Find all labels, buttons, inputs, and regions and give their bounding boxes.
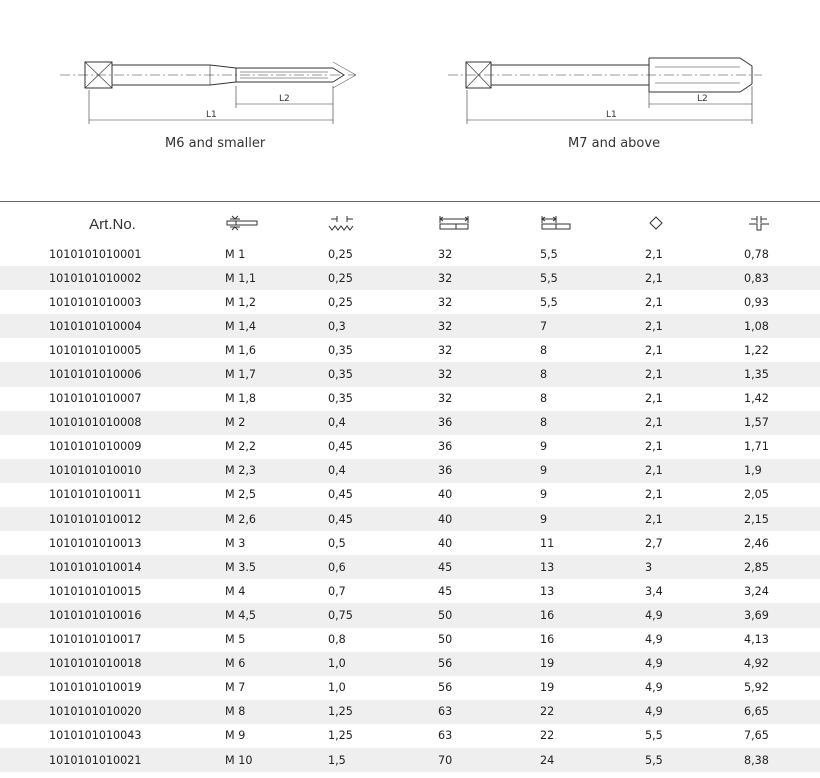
thread-length-cell: 9 (540, 459, 645, 483)
shank-cell: 5,92 (744, 681, 769, 695)
spec-table-body (0, 242, 820, 772)
total-length-cell: 45 (438, 555, 540, 579)
shank-cell: 0,93 (744, 295, 769, 309)
small-l1-label: L1 (206, 110, 217, 120)
square-cell: 2,1 (645, 314, 744, 338)
header-art-no: Art.No. (89, 215, 136, 233)
shank-cell: 1,9 (744, 459, 820, 483)
pitch-cell: 0,35 (328, 343, 353, 357)
shank-cell: 1,71 (744, 440, 769, 454)
pitch-cell: 0,3 (328, 314, 438, 338)
total-length-cell: 36 (438, 459, 540, 483)
total-length-cell: 32 (438, 362, 540, 386)
art-no-cell: 1010101010014 (0, 555, 225, 579)
total-length-cell: 32 (438, 247, 453, 261)
square-cell: 2,1 (645, 411, 744, 435)
total-length-cell: 56 (438, 681, 453, 695)
thread-length-cell: 13 (540, 584, 555, 598)
thread-size-cell: M 8 (225, 700, 328, 724)
shank-cell: 1,22 (744, 343, 769, 357)
square-cell: 2,1 (645, 507, 744, 531)
art-no-cell: 1010101010008 (0, 411, 225, 435)
thread-size-cell: M 7 (225, 681, 246, 695)
thread-length-cell: 8 (540, 362, 645, 386)
art-no-cell: 1010101010017 (49, 633, 142, 647)
shank-cell: 1,35 (744, 362, 820, 386)
thread-size-cell: M 2,5 (225, 488, 257, 502)
pitch-cell: 0,25 (328, 266, 438, 290)
pitch-cell: 0,8 (328, 633, 346, 647)
shank-cell: 1,57 (744, 411, 820, 435)
pitch-cell: 0,35 (328, 362, 438, 386)
total-length-cell: 32 (438, 314, 540, 338)
thread-size-icon (226, 214, 260, 232)
total-length-cell: 56 (438, 652, 540, 676)
table-row (0, 652, 820, 676)
large-l1-label: L1 (606, 110, 617, 120)
table-top-rule (0, 201, 820, 202)
art-no-cell: 1010101010003 (49, 295, 142, 309)
header-thread-pitch (328, 206, 438, 242)
shank-cell: 0,78 (744, 247, 769, 261)
total-length-cell: 50 (438, 633, 453, 647)
thread-size-cell: M 1,4 (225, 314, 328, 338)
square-cell: 4,9 (645, 603, 744, 627)
art-no-cell: 1010101010016 (0, 603, 225, 627)
tap-drawing-large (448, 58, 762, 124)
table-row (0, 628, 820, 652)
pitch-cell: 0,45 (328, 488, 353, 502)
pitch-cell: 0,25 (328, 247, 353, 261)
total-length-cell: 63 (438, 700, 540, 724)
art-no-cell: 1010101010018 (0, 652, 225, 676)
total-length-cell: 32 (438, 392, 453, 406)
square-drive-icon (648, 215, 664, 231)
thread-length-cell: 5,5 (540, 247, 558, 261)
pitch-cell: 1,0 (328, 681, 346, 695)
table-row (0, 603, 820, 627)
thread-size-cell: M 3.5 (225, 555, 328, 579)
shank-cell: 2,05 (744, 488, 769, 502)
thread-length-cell: 19 (540, 681, 555, 695)
thread-length-cell: 7 (540, 314, 645, 338)
square-cell: 2,1 (645, 266, 744, 290)
pitch-cell: 0,45 (328, 507, 438, 531)
square-cell: 4,9 (645, 652, 744, 676)
shank-cell: 2,46 (744, 536, 769, 550)
art-no-cell: 1010101010043 (49, 729, 142, 743)
shank-cell: 4,13 (744, 633, 769, 647)
table-row (0, 579, 820, 603)
art-no-cell: 1010101010019 (49, 681, 142, 695)
header-total-length (438, 206, 540, 242)
art-no-cell: 1010101010005 (49, 343, 142, 357)
square-cell: 4,9 (645, 700, 744, 724)
pitch-cell: 0,7 (328, 584, 346, 598)
total-length-cell: 32 (438, 343, 453, 357)
table-row (0, 555, 820, 579)
thread-size-cell: M 1,1 (225, 266, 328, 290)
table-row (0, 290, 820, 314)
thread-length-cell: 8 (540, 411, 645, 435)
art-no-cell: 1010101010007 (49, 392, 142, 406)
thread-length-cell: 8 (540, 343, 548, 357)
table-header-row (0, 206, 820, 242)
large-l2-label: L2 (697, 94, 708, 104)
thread-size-cell: M 2 (225, 411, 328, 435)
thread-length-cell: 24 (540, 748, 645, 772)
thread-length-cell: 16 (540, 603, 645, 627)
thread-length-cell: 11 (540, 536, 555, 550)
small-l2-label: L2 (279, 94, 290, 104)
pitch-cell: 0,4 (328, 459, 438, 483)
thread-length-cell: 5,5 (540, 295, 558, 309)
pitch-cell: 0,45 (328, 440, 353, 454)
thread-length-cell: 13 (540, 555, 645, 579)
table-row (0, 483, 820, 507)
table-row (0, 266, 820, 290)
thread-length-cell: 5,5 (540, 266, 645, 290)
thread-size-cell: M 10 (225, 748, 328, 772)
art-no-cell: 1010101010009 (49, 440, 142, 454)
table-row (0, 724, 820, 748)
table-row (0, 435, 820, 459)
total-length-cell: 32 (438, 295, 453, 309)
thread-length-cell: 22 (540, 700, 645, 724)
shank-cell: 2,85 (744, 555, 820, 579)
art-no-cell: 1010101010010 (0, 459, 225, 483)
square-cell: 3 (645, 555, 744, 579)
thread-size-cell: M 3 (225, 536, 246, 550)
shank-cell: 0,83 (744, 266, 820, 290)
pitch-cell: 1,25 (328, 700, 438, 724)
caption-m7-and-above: M7 and above (568, 136, 661, 151)
table-row (0, 411, 820, 435)
thread-size-cell: M 1,6 (225, 343, 257, 357)
art-no-cell: 1010101010015 (49, 584, 142, 598)
thread-length-icon (540, 215, 574, 231)
table-row (0, 387, 820, 411)
pitch-cell: 1,5 (328, 748, 438, 772)
thread-size-cell: M 1,8 (225, 392, 257, 406)
art-no-cell: 1010101010012 (0, 507, 225, 531)
thread-length-cell: 9 (540, 507, 645, 531)
art-no-cell: 1010101010020 (0, 700, 225, 724)
total-length-cell: 40 (438, 536, 453, 550)
total-length-cell: 36 (438, 440, 453, 454)
thread-size-cell: M 9 (225, 729, 246, 743)
thread-size-cell: M 1,2 (225, 295, 257, 309)
thread-length-cell: 22 (540, 729, 555, 743)
pitch-cell: 1,25 (328, 729, 353, 743)
square-cell: 2,1 (645, 459, 744, 483)
table-row (0, 362, 820, 386)
header-thread-size (225, 206, 328, 242)
art-no-cell: 1010101010011 (49, 488, 142, 502)
shank-cell: 3,69 (744, 603, 820, 627)
shank-cell: 1,08 (744, 314, 820, 338)
square-cell: 2,7 (645, 536, 663, 550)
total-length-cell: 32 (438, 266, 540, 290)
spec-table (0, 206, 820, 772)
thread-size-cell: M 2,3 (225, 459, 328, 483)
pitch-cell: 0,35 (328, 392, 353, 406)
pitch-cell: 0,25 (328, 295, 353, 309)
total-length-cell: 36 (438, 411, 540, 435)
shank-cell: 8,38 (744, 748, 820, 772)
thread-size-cell: M 1 (225, 247, 246, 261)
thread-length-cell: 8 (540, 392, 548, 406)
total-length-cell: 40 (438, 488, 453, 502)
total-length-cell: 45 (438, 584, 453, 598)
square-cell: 2,1 (645, 440, 663, 454)
thread-size-cell: M 2,6 (225, 507, 328, 531)
thread-length-cell: 16 (540, 633, 555, 647)
art-no-cell: 1010101010013 (49, 536, 142, 550)
pitch-cell: 0,75 (328, 603, 438, 627)
table-row (0, 314, 820, 338)
square-cell: 4,9 (645, 633, 663, 647)
pitch-cell: 0,5 (328, 536, 346, 550)
table-row (0, 748, 820, 772)
art-no-cell: 1010101010004 (0, 314, 225, 338)
header-square-drive (645, 206, 744, 242)
pitch-cell: 0,4 (328, 411, 438, 435)
caption-m6-and-smaller: M6 and smaller (165, 136, 266, 151)
shank-cell: 6,65 (744, 700, 820, 724)
art-no-cell: 1010101010006 (0, 362, 225, 386)
art-no-cell: 1010101010002 (0, 266, 225, 290)
shank-diameter-icon (747, 215, 771, 231)
shank-cell: 7,65 (744, 729, 769, 743)
square-cell: 5,5 (645, 729, 663, 743)
shank-cell: 4,92 (744, 652, 820, 676)
shank-cell: 3,24 (744, 584, 769, 598)
table-row (0, 459, 820, 483)
shank-cell: 1,42 (744, 392, 769, 406)
square-cell: 4,9 (645, 681, 663, 695)
table-row (0, 700, 820, 724)
thread-size-cell: M 4,5 (225, 603, 328, 627)
square-cell: 2,1 (645, 295, 663, 309)
pitch-cell: 1,0 (328, 652, 438, 676)
shank-cell: 2,15 (744, 507, 820, 531)
thread-size-cell: M 2,2 (225, 440, 257, 454)
thread-length-cell: 19 (540, 652, 645, 676)
total-length-cell: 50 (438, 603, 540, 627)
thread-length-cell: 9 (540, 440, 548, 454)
technical-drawings (0, 0, 820, 200)
thread-size-cell: M 1,7 (225, 362, 328, 386)
square-cell: 2,1 (645, 488, 663, 502)
total-length-cell: 63 (438, 729, 453, 743)
header-shank-diameter (744, 206, 820, 242)
art-no-cell: 1010101010001 (49, 247, 142, 261)
square-cell: 2,1 (645, 392, 663, 406)
pitch-cell: 0,6 (328, 555, 438, 579)
thread-pitch-icon (328, 215, 356, 231)
table-row (0, 507, 820, 531)
table-row (0, 338, 820, 362)
table-row (0, 531, 820, 555)
total-length-icon (438, 215, 472, 231)
table-row (0, 676, 820, 700)
square-cell: 2,1 (645, 362, 744, 386)
square-cell: 2,1 (645, 343, 663, 357)
art-no-cell: 1010101010021 (0, 748, 225, 772)
thread-size-cell: M 6 (225, 652, 328, 676)
thread-size-cell: M 4 (225, 584, 246, 598)
table-row (0, 242, 820, 266)
square-cell: 5,5 (645, 748, 744, 772)
total-length-cell: 70 (438, 748, 540, 772)
total-length-cell: 40 (438, 507, 540, 531)
thread-length-cell: 9 (540, 488, 548, 502)
square-cell: 3,4 (645, 584, 663, 598)
header-thread-length (540, 206, 645, 242)
thread-size-cell: M 5 (225, 633, 246, 647)
square-cell: 2,1 (645, 247, 663, 261)
